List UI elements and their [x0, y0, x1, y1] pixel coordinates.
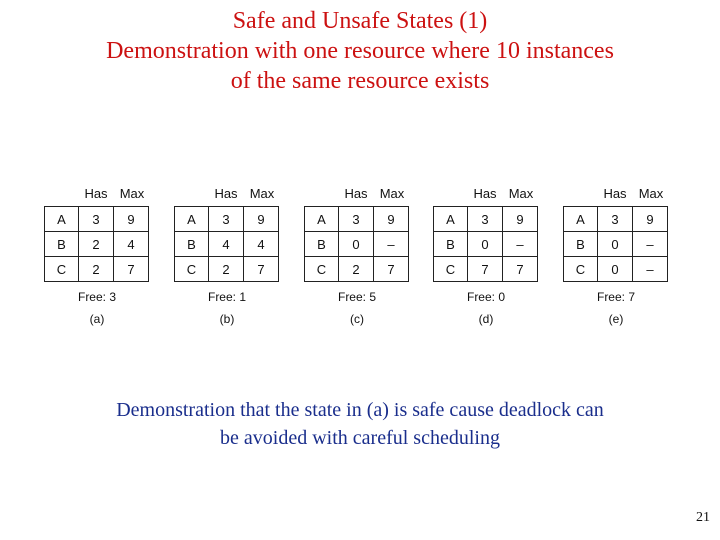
- max-value: 7: [374, 257, 409, 282]
- process-name: B: [45, 232, 79, 257]
- process-name: A: [45, 207, 79, 232]
- table-row: [305, 232, 409, 257]
- table-row: [175, 207, 279, 232]
- has-value: 2: [339, 257, 374, 282]
- table-row: [564, 257, 668, 282]
- header-has: Has: [344, 186, 368, 201]
- free-count: Free: 3: [77, 290, 116, 304]
- table-row: [305, 207, 409, 232]
- header-has: Has: [84, 186, 108, 201]
- free-count: Free: 1: [207, 290, 246, 304]
- process-name: B: [434, 232, 468, 257]
- has-value: 3: [468, 207, 503, 232]
- table-row: [175, 257, 279, 282]
- table-caption: (e): [608, 312, 624, 326]
- process-name: C: [564, 257, 598, 282]
- table-caption: (c): [350, 312, 364, 326]
- allocation-grid: [304, 206, 409, 282]
- table-caption: (b): [219, 312, 235, 326]
- explanation-line-2: be avoided with careful scheduling: [220, 427, 500, 449]
- has-value: 2: [79, 232, 114, 257]
- allocation-grid: [433, 206, 538, 282]
- header-max: Max: [249, 186, 275, 201]
- max-value: –: [374, 232, 409, 257]
- has-value: 3: [598, 207, 633, 232]
- has-value: 3: [339, 207, 374, 232]
- has-value: 0: [468, 232, 503, 257]
- header-has: Has: [214, 186, 238, 201]
- title-line-2: Demonstration with one resource where 10 instances: [106, 38, 614, 64]
- title-line-1: Safe and Unsafe States (1): [232, 8, 488, 34]
- free-count: Free: 5: [337, 290, 376, 304]
- process-name: C: [45, 257, 79, 282]
- has-value: 2: [79, 257, 114, 282]
- table-caption: (a): [89, 312, 105, 326]
- max-value: 7: [244, 257, 279, 282]
- max-value: –: [503, 232, 538, 257]
- max-value: –: [633, 257, 668, 282]
- table-row: [175, 232, 279, 257]
- has-value: 0: [598, 257, 633, 282]
- process-name: C: [434, 257, 468, 282]
- max-value: 4: [244, 232, 279, 257]
- header-has: Has: [603, 186, 627, 201]
- table-row: [45, 207, 149, 232]
- has-value: 0: [339, 232, 374, 257]
- explanation-line-1: Demonstration that the state in (a) is safe cause deadlock can: [116, 399, 604, 421]
- slide-title: [0, 6, 720, 96]
- has-value: 2: [209, 257, 244, 282]
- max-value: 7: [114, 257, 149, 282]
- page-number: 21: [696, 510, 710, 525]
- table-row: [434, 207, 538, 232]
- max-value: 9: [114, 207, 149, 232]
- max-value: –: [633, 232, 668, 257]
- allocation-grid: [44, 206, 149, 282]
- has-value: 0: [598, 232, 633, 257]
- max-value: 7: [503, 257, 538, 282]
- process-name: A: [305, 207, 339, 232]
- max-value: 4: [114, 232, 149, 257]
- max-value: 9: [633, 207, 668, 232]
- table-row: [564, 232, 668, 257]
- allocation-grid: [174, 206, 279, 282]
- header-max: Max: [119, 186, 145, 201]
- process-name: B: [564, 232, 598, 257]
- table-row: [434, 257, 538, 282]
- process-name: B: [305, 232, 339, 257]
- free-count: Free: 0: [466, 290, 505, 304]
- has-value: 7: [468, 257, 503, 282]
- process-name: B: [175, 232, 209, 257]
- process-name: C: [305, 257, 339, 282]
- table-row: [564, 207, 668, 232]
- free-count: Free: 7: [596, 290, 635, 304]
- allocation-grid: [563, 206, 668, 282]
- header-max: Max: [379, 186, 405, 201]
- header-max: Max: [508, 186, 534, 201]
- title-line-3: of the same resource exists: [230, 68, 490, 94]
- max-value: 9: [503, 207, 538, 232]
- state-tables: [44, 186, 684, 336]
- table-row: [45, 232, 149, 257]
- has-value: 3: [209, 207, 244, 232]
- table-row: [305, 257, 409, 282]
- process-name: A: [175, 207, 209, 232]
- has-value: 3: [79, 207, 114, 232]
- table-row: [45, 257, 149, 282]
- explanation-text: [0, 396, 720, 452]
- process-name: A: [564, 207, 598, 232]
- header-has: Has: [473, 186, 497, 201]
- header-max: Max: [638, 186, 664, 201]
- process-name: C: [175, 257, 209, 282]
- table-row: [434, 232, 538, 257]
- max-value: 9: [374, 207, 409, 232]
- table-caption: (d): [478, 312, 494, 326]
- max-value: 9: [244, 207, 279, 232]
- has-value: 4: [209, 232, 244, 257]
- process-name: A: [434, 207, 468, 232]
